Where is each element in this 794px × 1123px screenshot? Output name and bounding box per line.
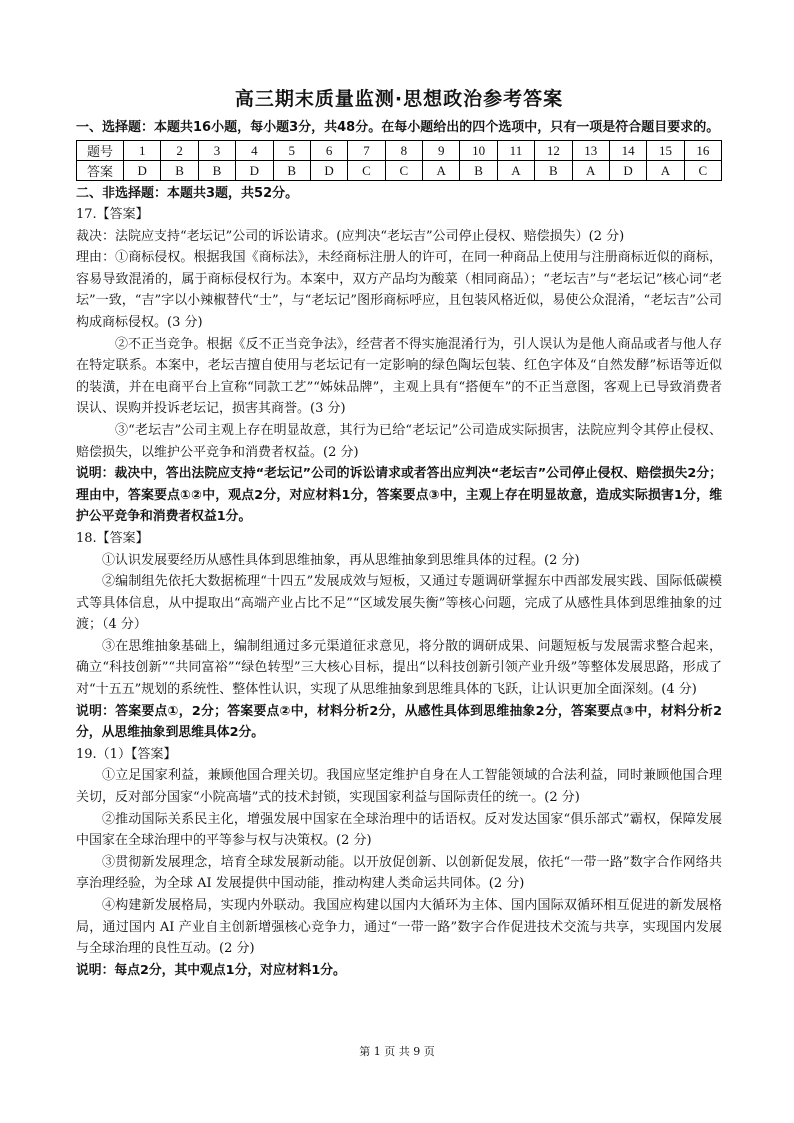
answer-cell: C: [684, 161, 721, 181]
answer-cell: C: [385, 161, 422, 181]
answer-cell: A: [423, 161, 460, 181]
table-row-label: 答案: [77, 161, 124, 181]
answer-cell: B: [161, 161, 198, 181]
question-17-heading: 17.【答案】: [76, 207, 149, 222]
answer-table: [76, 140, 722, 181]
question-19-heading: 19.（1）【答案】: [76, 746, 177, 762]
answer-cell: B: [535, 161, 572, 181]
table-row-numbers: [77, 141, 722, 161]
question-number-cell: 15: [647, 141, 684, 161]
table-row-answers: [77, 161, 722, 181]
answer-cell: C: [348, 161, 385, 181]
q19-point-4: ④构建新发展格局，实现内外联动。我国应构建以国内大循环为主体、国内国际双循环相互促进的新发展格局，通过国内 AI 产业自主创新增强核心竞争力，通过“一带一路”数字合作促进技术交流与共享，实现国内发展与全球治理的良性互动。(2 分): [76, 898, 722, 957]
question-number-cell: 3: [198, 141, 235, 161]
answer-cell: A: [572, 161, 609, 181]
answer-cell: A: [647, 161, 684, 181]
q19-point-3: ③贯彻新发展理念，培育全球发展新动能。以开放促创新、以创新促发展，依托“一带一路”数字合作网络共享治理经验，为全球 AI 发展提供中国动能，推动构建人类命运共同体。(2 分): [76, 854, 722, 892]
q19-point-2: ②推动国际关系民主化，增强发展中国家在全球治理中的话语权。反对发达国家“俱乐部式”霸权，保障发展中国家在全球治理中的平等参与权与决策权。(2 分): [76, 811, 722, 849]
answer-cell: D: [236, 161, 273, 181]
answer-cell: B: [460, 161, 497, 181]
answer-page: [76, 84, 722, 981]
question-number-cell: 7: [348, 141, 385, 161]
question-18-heading: 18.【答案】: [76, 530, 149, 546]
question-number-cell: 6: [310, 141, 347, 161]
q19-note: 说明：每点2分，其中观点1分，对应材料1分。: [76, 962, 346, 978]
q17-reason-2: ②不正当竞争。根据《反不正当竞争法》，经营者不得实施混淆行为，引人误认为是他人商品或者与他人存在特定联系。本案中，老坛吉擅自使用与老坛记有一定影响的绿色陶坛包装、红色字体及“自然发酵”标语等近似的装潢，并在电商平台上宣称“同款工艺”“姊妹品牌”，主观上具有“搭便车”的不正当意图，客观上已导致消费者误认、误购并投诉老坛记，损害其商誉。(3 分): [76, 336, 722, 417]
page-footer: 第 1 页 共 9 页: [359, 1045, 435, 1058]
question-number-cell: 12: [535, 141, 572, 161]
answer-cell: D: [124, 161, 161, 181]
question-number-cell: 16: [684, 141, 721, 161]
answer-cell: D: [310, 161, 347, 181]
q18-point-2: ②编制组先依托大数据梳理“十四五”发展成效与短板，又通过专题调研掌握东中西部发展实践、国际低碳模式等具体信息，从中提取出“高端产业占比不足”“区域发展失衡”等核心问题，完成了从感性具体到思维抽象的过渡；（4 分）: [76, 574, 722, 633]
q17-note: 说明：裁决中，答出法院应支持“老坛记”公司的诉讼请求或者答出应判决“老坛吉”公司停止侵权、赔偿损失2分；理由中，答案要点①②中，观点2分，对应材料1分，答案要点③中，主观上存在明显故意，造成实际损害1分，维护公平竞争和消费者权益1分。: [76, 466, 722, 525]
answer-cell: D: [609, 161, 646, 181]
q18-point-1: ①认识发展要经历从感性具体到思维抽象，再从思维抽象到思维具体的过程。(2 分): [102, 552, 580, 568]
question-number-cell: 9: [423, 141, 460, 161]
answer-cell: A: [497, 161, 534, 181]
answer-cell: B: [273, 161, 310, 181]
q19-point-1: ①立足国家利益，兼顾他国合理关切。我国应坚定维护自身在人工智能领域的合法利益，同时兼顾他国合理关切，反对部分国家“小院高墙”式的技术封锁，实现国家利益与国际责任的统一。(2 分): [76, 768, 722, 806]
question-number-cell: 10: [460, 141, 497, 161]
q18-point-3: ③在思维抽象基础上，编制组通过多元渠道征求意见，将分散的调研成果、问题短板与发展需求整合起来，确立“科技创新”“共同富裕”“绿色转型”三大核心目标，提出“以科技创新引领产业升级”等整体发展思路，形成了对“十五五”规划的系统性、整体性认识，实现了从思维抽象到思维具体的飞跃，让认识更加全面深刻。(4 分): [76, 638, 722, 698]
page-title: 高三期末质量监测·思想政治参考答案: [234, 88, 564, 110]
question-number-cell: 2: [161, 141, 198, 161]
table-row-label: 题号: [77, 141, 124, 161]
section-heading-essay: 二、非选择题：本题共3题，共52分。: [76, 186, 299, 201]
question-number-cell: 11: [497, 141, 534, 161]
question-number-cell: 5: [273, 141, 310, 161]
question-number-cell: 8: [385, 141, 422, 161]
question-number-cell: 4: [236, 141, 273, 161]
question-number-cell: 14: [609, 141, 646, 161]
q17-ruling: 裁决：法院应支持“老坛记”公司的诉讼请求。(应判决“老坛吉”公司停止侵权、赔偿损失）(2 分): [76, 228, 625, 244]
q18-note: 说明：答案要点①，2分；答案要点②中，材料分析2分，从感性具体到思维抽象2分，答案要点③中，材料分析2分，从思维抽象到思维具体2分。: [76, 703, 722, 741]
question-number-cell: 1: [124, 141, 161, 161]
section-heading-choice: 一、选择题：本题共16小题，每小题3分，共48分。在每小题给出的四个选项中，只有一项是符合题目要求的。: [76, 120, 720, 135]
answer-cell: B: [198, 161, 235, 181]
q17-reason-1: 理由：①商标侵权。根据我国《商标法》，未经商标注册人的许可，在同一种商品上使用与注册商标近似的商标，容易导致混淆的，属于商标侵权行为。本案中，双方产品均为酸菜（相同商品）；“老坛吉”与“老坛记”核心词“老坛”一致，“吉”字以小辣椒替代“士”，与“老坛记”图形商标呼应，且包装风格近似，易使公众混淆，“老坛吉”公司构成商标侵权。(3 分): [76, 250, 722, 330]
question-number-cell: 13: [572, 141, 609, 161]
q17-reason-3: ③“老坛吉”公司主观上存在明显故意，其行为已给“老坛记”公司造成实际损害，法院应判令其停止侵权、赔偿损失，以维护公平竞争和消费者权益。(2 分): [76, 422, 722, 460]
